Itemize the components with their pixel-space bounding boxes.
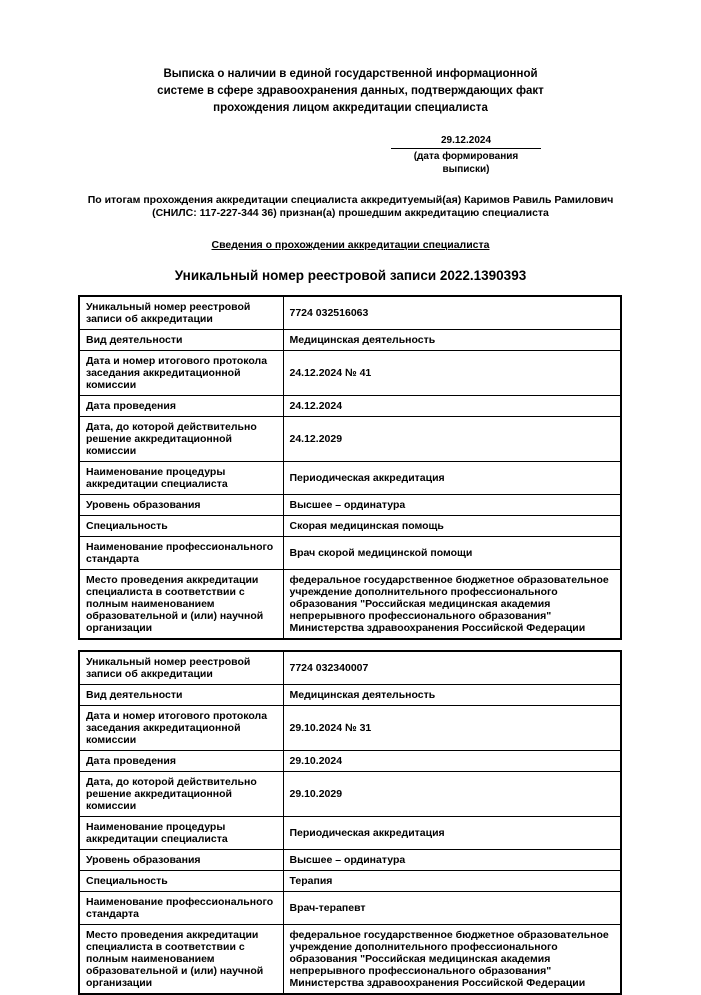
table-row	[79, 651, 621, 685]
title-line-1: Выписка о наличии в единой государственной информационной	[163, 68, 538, 80]
accreditation-table-1	[78, 295, 622, 640]
row-value: Высшее – ординатура	[283, 850, 621, 871]
table-row	[79, 296, 621, 330]
row-value: Периодическая аккредитация	[283, 462, 621, 495]
extract-date-block	[391, 134, 541, 176]
row-label: Уникальный номер реестровой записи об аккредитации	[79, 651, 283, 685]
title-line-2: системе в сфере здравоохранения данных, подтверждающих факт	[157, 85, 544, 97]
title-line-3: прохождения лицом аккредитации специалиста	[213, 102, 488, 114]
table-row	[79, 495, 621, 516]
row-value: федеральное государственное бюджетное образовательное учреждение дополнительного профессионального образования "Российская медицинская академия непрерывного профессионального образования" Министерства здравоохранения Российской Федерации	[283, 925, 621, 995]
row-value: 7724 032340007	[283, 651, 621, 685]
table-row	[79, 685, 621, 706]
row-label: Место проведения аккредитации специалиста в соответствии с полным наименованием образовательной и (или) научной организации	[79, 925, 283, 995]
table-row	[79, 537, 621, 570]
row-value: Медицинская деятельность	[283, 685, 621, 706]
document-title	[0, 0, 701, 117]
row-label: Вид деятельности	[79, 685, 283, 706]
row-value: Врач-терапевт	[283, 892, 621, 925]
row-label: Вид деятельности	[79, 330, 283, 351]
table-row	[79, 850, 621, 871]
extract-date-caption: (дата формирования выписки)	[413, 151, 519, 175]
row-label: Уникальный номер реестровой записи об аккредитации	[79, 296, 283, 330]
row-label: Дата, до которой действительно решение аккредитационной комиссии	[79, 417, 283, 462]
intro-paragraph: По итогам прохождения аккредитации специалиста аккредитуемый(ая) Каримов Равиль Рамилович (СНИЛС: 117-227-344 36) признан(а) прошедшим аккредитацию специалиста	[87, 194, 614, 219]
table-row	[79, 871, 621, 892]
row-value: Терапия	[283, 871, 621, 892]
table-row	[79, 925, 621, 995]
row-value: Медицинская деятельность	[283, 330, 621, 351]
table-row	[79, 330, 621, 351]
table-row	[79, 892, 621, 925]
table-row	[79, 570, 621, 640]
row-label: Специальность	[79, 871, 283, 892]
row-label: Дата и номер итогового протокола заседания аккредитационной комиссии	[79, 706, 283, 751]
table-row	[79, 351, 621, 396]
table-row	[79, 817, 621, 850]
row-label: Место проведения аккредитации специалиста в соответствии с полным наименованием образовательной и (или) научной организации	[79, 570, 283, 640]
row-value: Врач скорой медицинской помощи	[283, 537, 621, 570]
row-value: 24.12.2024	[283, 396, 621, 417]
registry-number-heading: Уникальный номер реестровой записи 2022.1390393	[174, 268, 527, 283]
row-value: Высшее – ординатура	[283, 495, 621, 516]
row-value: Периодическая аккредитация	[283, 817, 621, 850]
row-value: 29.10.2024 № 31	[283, 706, 621, 751]
row-value: 24.12.2024 № 41	[283, 351, 621, 396]
table-row	[79, 462, 621, 495]
row-value: 29.10.2029	[283, 772, 621, 817]
row-label: Уровень образования	[79, 495, 283, 516]
row-label: Уровень образования	[79, 850, 283, 871]
table-row	[79, 706, 621, 751]
row-label: Наименование профессионального стандарта	[79, 537, 283, 570]
row-value: 24.12.2029	[283, 417, 621, 462]
extract-date: 29.12.2024	[391, 134, 541, 149]
row-label: Наименование профессионального стандарта	[79, 892, 283, 925]
row-label: Дата проведения	[79, 396, 283, 417]
row-label: Дата, до которой действительно решение аккредитационной комиссии	[79, 772, 283, 817]
accreditation-table-2	[78, 650, 622, 995]
row-value: Скорая медицинская помощь	[283, 516, 621, 537]
table-row	[79, 516, 621, 537]
table-row	[79, 417, 621, 462]
table-row	[79, 396, 621, 417]
row-value: 7724 032516063	[283, 296, 621, 330]
table-row	[79, 751, 621, 772]
row-label: Наименование процедуры аккредитации специалиста	[79, 817, 283, 850]
row-label: Дата и номер итогового протокола заседания аккредитационной комиссии	[79, 351, 283, 396]
table-row	[79, 772, 621, 817]
row-label: Специальность	[79, 516, 283, 537]
row-label: Дата проведения	[79, 751, 283, 772]
row-value: 29.10.2024	[283, 751, 621, 772]
row-label: Наименование процедуры аккредитации специалиста	[79, 462, 283, 495]
row-value: федеральное государственное бюджетное образовательное учреждение дополнительного профессионального образования "Российская медицинская академия непрерывного профессионального образования" Министерства здравоохранения Российской Федерации	[283, 570, 621, 640]
section-heading: Сведения о прохождении аккредитации специалиста	[211, 239, 490, 251]
